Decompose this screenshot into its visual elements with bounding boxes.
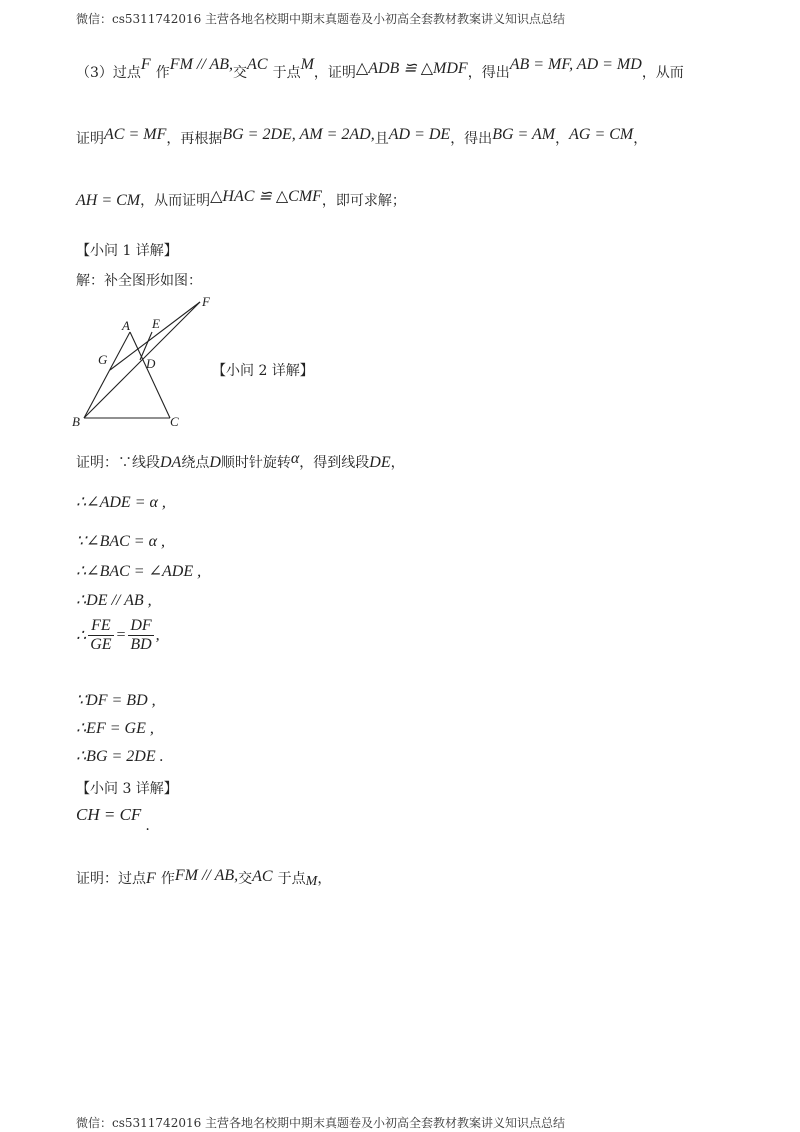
label-f: F (202, 294, 210, 309)
part1-title: 【小问 1 详解】 (76, 243, 178, 259)
fraction-df-bd: $\frac{DF}{BD}$ (130, 617, 152, 653)
label-c: C (170, 414, 179, 429)
step-ef-ge: ∴EF = GE , (76, 720, 154, 737)
step-df-bd: ∵DF = BD , (76, 692, 156, 709)
part2-title: 【小问 2 详解】 (212, 363, 314, 379)
fraction-fe-ge: $\frac{FE}{GE}$ (90, 617, 112, 653)
step-angle-bac: ∵∠BAC = α , (76, 533, 165, 550)
segment-ab (84, 332, 130, 418)
label-b: B (72, 414, 80, 429)
analysis-line-3: AH = CM，从而证明△HAC ≌ △CMF，即可求解； (76, 188, 406, 209)
part3-result: CH = CF. (76, 805, 150, 834)
page-footer: 微信：cs5311742016 主营各地名校期中期末真题卷及小初高全套教材教案讲义知识点总结 (76, 1116, 566, 1130)
part3-title: 【小问 3 详解】 (76, 781, 178, 797)
part3-proof-line: 证明：过点F 作FM // AB,交AC 于点M， (76, 867, 332, 889)
part2-proof-line: 证明：∵线段DA绕点D顺时针旋转α，得到线段DE， (76, 450, 405, 471)
step-angle-equal: ∴∠BAC = ∠ADE , (76, 563, 202, 580)
step-angle-ade: ∴∠ADE = α , (76, 494, 166, 511)
geometry-figure (66, 290, 226, 440)
page-header: 微信：cs5311742016 主营各地名校期中期末真题卷及小初高全套教材教案讲义知识点总结 (76, 12, 566, 26)
segment-ac (130, 332, 170, 418)
label-e: E (152, 316, 160, 331)
analysis-line-1: （3）过点F 作FM // AB,交AC 于点M，证明△ADB ≌ △MDF，得出AB = MF, AD = MD，从而 (76, 56, 684, 81)
step-parallel: ∴DE // AB , (76, 592, 152, 609)
label-a: A (122, 318, 130, 333)
label-g: G (98, 352, 108, 367)
part1-line: 解：补全图形如图： (76, 273, 202, 289)
label-d: D (146, 356, 156, 371)
step-bg-2de: ∴BG = 2DE . (76, 748, 164, 765)
analysis-line-2: 证明AC = MF，再根据BG = 2DE, AM = 2AD,且AD = DE，得出BG = AM，AG = CM， (76, 126, 648, 147)
step-ratio: ∴ $\frac{FE}{GE}$ = $\frac{DF}{BD}$ , (76, 617, 160, 653)
